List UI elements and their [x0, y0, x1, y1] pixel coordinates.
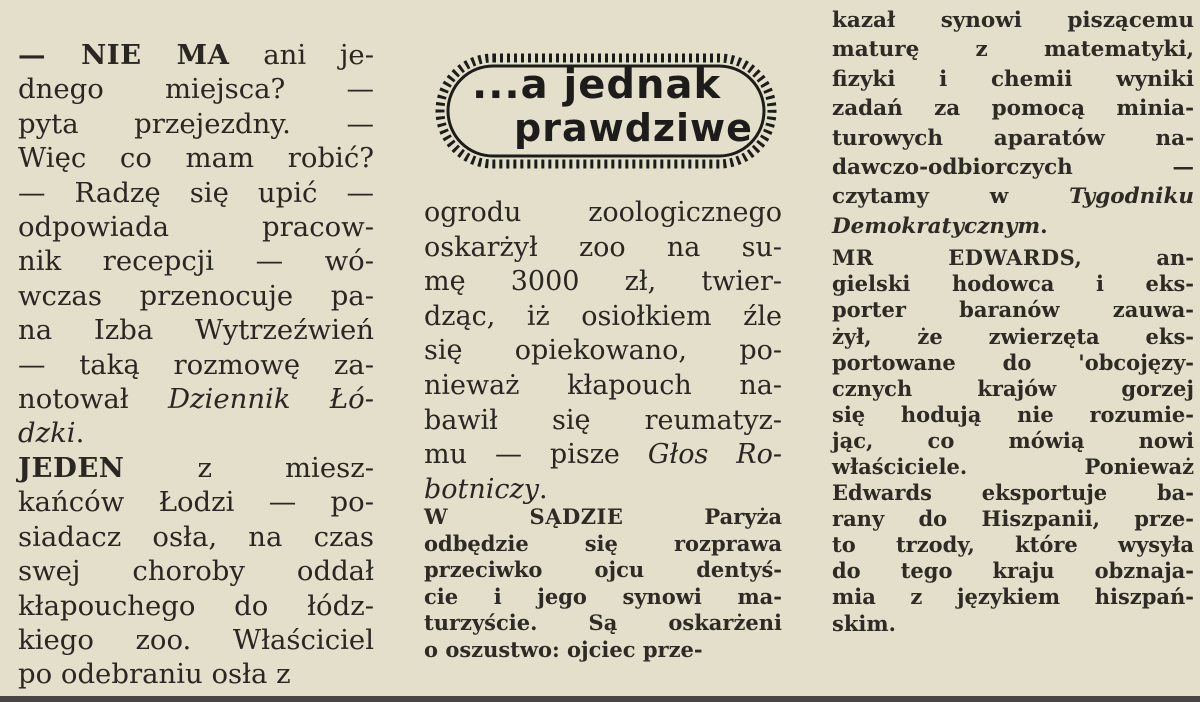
- line-text: odpowiada pracow-: [18, 211, 374, 244]
- text-line: [832, 124, 1194, 153]
- text-line: [832, 65, 1194, 94]
- publication-name: Dziennik Łó-: [168, 383, 374, 416]
- line-text: żył, że zwierzęta eks-: [832, 323, 1194, 349]
- logo-line-2: prawdziwe: [514, 106, 753, 150]
- text-line: [424, 473, 782, 508]
- line-text: nik recepcji — wó-: [18, 245, 374, 278]
- text-line: [18, 589, 374, 623]
- text-line: [832, 271, 1194, 297]
- text-line: [832, 454, 1194, 480]
- line-text: zadań za pomocą minia-: [832, 96, 1194, 122]
- line-text: wczas przenocuje pa-: [18, 279, 374, 312]
- line-text: czytamy w: [832, 184, 1070, 210]
- lead-in: — NIE MA: [18, 39, 230, 71]
- column-logo: [430, 48, 782, 174]
- column-1: [18, 38, 374, 692]
- text-line: [424, 610, 782, 637]
- line-text: fizyki i chemii wyniki: [832, 66, 1194, 92]
- line-text: mu — pisze: [424, 439, 648, 471]
- text-line: [424, 438, 782, 473]
- publication-name: Głos Ro-: [647, 439, 783, 471]
- column-3-story-exam: [832, 6, 1194, 241]
- line-text: po odebraniu osła z: [18, 658, 291, 691]
- column-2-story-court: [424, 504, 782, 664]
- line-text: ani je-: [229, 39, 374, 71]
- text-line: [832, 611, 1194, 637]
- text-line: [18, 313, 374, 347]
- text-line: [18, 348, 374, 382]
- text-line: [18, 279, 374, 313]
- text-line: [832, 480, 1194, 506]
- lead-in: MR EDWARDS,: [832, 245, 1083, 271]
- line-text: Edwards eksportuje ba-: [832, 480, 1194, 506]
- text-line: [424, 300, 782, 335]
- line-text: notował: [18, 383, 168, 416]
- text-line: [18, 38, 374, 72]
- line-text: dnego miejsca? —: [18, 73, 374, 106]
- line-text: odbędzie się rozprawa: [424, 530, 782, 556]
- logo-line-1: ...a jednak: [472, 62, 722, 108]
- line-text: .: [75, 417, 85, 450]
- line-text: an-: [1082, 245, 1194, 271]
- text-line: [18, 451, 374, 485]
- text-line: [832, 402, 1194, 428]
- text-line: [424, 196, 782, 231]
- line-text: dawczo-odbiorczych —: [832, 155, 1194, 181]
- text-line: [832, 532, 1194, 558]
- text-line: [424, 404, 782, 439]
- publication-name: dzki: [18, 417, 76, 450]
- text-line: [832, 584, 1194, 610]
- publication-name: botniczy: [424, 473, 540, 505]
- text-line: [832, 212, 1194, 241]
- column-2-story-zoo: [424, 196, 782, 507]
- line-text: swej choroby oddał: [18, 555, 374, 588]
- line-text: Więc co mam robić?: [18, 142, 374, 175]
- line-text: o oszustwo: ojciec prze-: [424, 636, 703, 662]
- lead-in: JEDEN: [18, 451, 125, 484]
- line-text: do tego kraju obznaja-: [832, 558, 1194, 584]
- line-text: przeciwko ojcu dentyś-: [424, 557, 782, 583]
- line-text: na Izba Wytrzeźwień: [18, 314, 374, 347]
- text-line: [18, 657, 374, 691]
- line-text: oskarżył zoo na su-: [424, 231, 782, 263]
- text-line: [832, 297, 1194, 323]
- line-text: — Radzę się upić —: [18, 176, 374, 209]
- line-text: kłapouchego do łódz-: [18, 589, 374, 622]
- text-line: [424, 504, 782, 531]
- column-3: [832, 6, 1194, 637]
- text-line: [832, 94, 1194, 123]
- line-text: siadacz osła, na czas: [18, 520, 374, 553]
- text-line: [832, 245, 1194, 271]
- text-line: [832, 506, 1194, 532]
- line-text: .: [1040, 213, 1048, 239]
- text-line: [832, 182, 1194, 211]
- publication-name: Demokratycznym: [832, 213, 1041, 239]
- text-line: [832, 6, 1194, 35]
- bottom-rule: [0, 696, 1200, 702]
- text-line: [832, 350, 1194, 376]
- line-text: gielski hodowca i eks-: [832, 271, 1194, 297]
- text-line: [18, 107, 374, 141]
- line-text: to trzody, które wysyła: [832, 532, 1194, 558]
- line-text: kańców Łodzi — po-: [18, 486, 374, 519]
- text-line: [424, 369, 782, 404]
- text-line: [18, 72, 374, 106]
- line-text: turowych aparatów na-: [832, 125, 1194, 151]
- line-text: się opiekowano, po-: [424, 335, 782, 367]
- text-line: [18, 485, 374, 519]
- line-text: ogrodu zoologicznego: [424, 197, 782, 228]
- text-line: [424, 584, 782, 611]
- text-line: [18, 416, 374, 450]
- column-3-story-edwards: [832, 245, 1194, 636]
- line-text: nieważ kłapouch na-: [424, 369, 782, 401]
- line-text: dząc, iż osiołkiem źle: [424, 300, 782, 332]
- text-line: [18, 623, 374, 657]
- line-text: rany do Hiszpanii, prze-: [832, 506, 1194, 532]
- text-line: [424, 231, 782, 266]
- line-text: jąc, co mówią nowi: [832, 427, 1194, 453]
- line-text: skim.: [832, 610, 896, 636]
- line-text: właściciele. Ponieważ: [832, 454, 1194, 479]
- line-text: mę 3000 zł, twier-: [424, 266, 782, 298]
- text-line: [424, 557, 782, 584]
- text-line: [18, 210, 374, 244]
- text-line: [832, 376, 1194, 402]
- text-line: [18, 554, 374, 588]
- line-text: bawił się reumatyz-: [424, 404, 782, 436]
- text-line: [832, 428, 1194, 454]
- line-text: porter baranów zauwa-: [832, 297, 1194, 323]
- text-line: [18, 176, 374, 210]
- text-line: [424, 265, 782, 300]
- text-line: [832, 324, 1194, 350]
- text-line: [18, 141, 374, 175]
- line-text: cznych krajów gorzej: [832, 375, 1194, 401]
- text-line: [18, 244, 374, 278]
- text-line: [18, 520, 374, 554]
- publication-name: Tygodniku: [1069, 184, 1194, 210]
- lead-in: W SĄDZIE: [424, 504, 624, 529]
- line-text: cie i jego synowi ma-: [424, 583, 782, 609]
- text-line: [424, 334, 782, 369]
- line-text: — taką rozmowę za-: [18, 348, 374, 381]
- line-text: mia z językiem hiszpań-: [832, 584, 1194, 610]
- text-line: [832, 558, 1194, 584]
- line-text: pyta przejezdny. —: [18, 107, 374, 140]
- line-text: portowane do 'obcojęzy-: [832, 349, 1194, 375]
- line-text: z miesz-: [124, 451, 374, 484]
- text-line: [424, 531, 782, 558]
- line-text: turzyście. Są oskarżeni: [424, 610, 782, 636]
- text-line: [18, 382, 374, 416]
- text-line: [832, 153, 1194, 182]
- text-line: [832, 35, 1194, 64]
- line-text: Paryża: [623, 504, 782, 529]
- line-text: kiego zoo. Właściciel: [18, 623, 374, 656]
- line-text: .: [539, 473, 548, 505]
- text-line: [424, 637, 782, 664]
- line-text: maturę z matematyki,: [832, 37, 1194, 63]
- line-text: kazał synowi piszącemu: [832, 8, 1194, 33]
- line-text: się hodują nie rozumie-: [832, 401, 1194, 427]
